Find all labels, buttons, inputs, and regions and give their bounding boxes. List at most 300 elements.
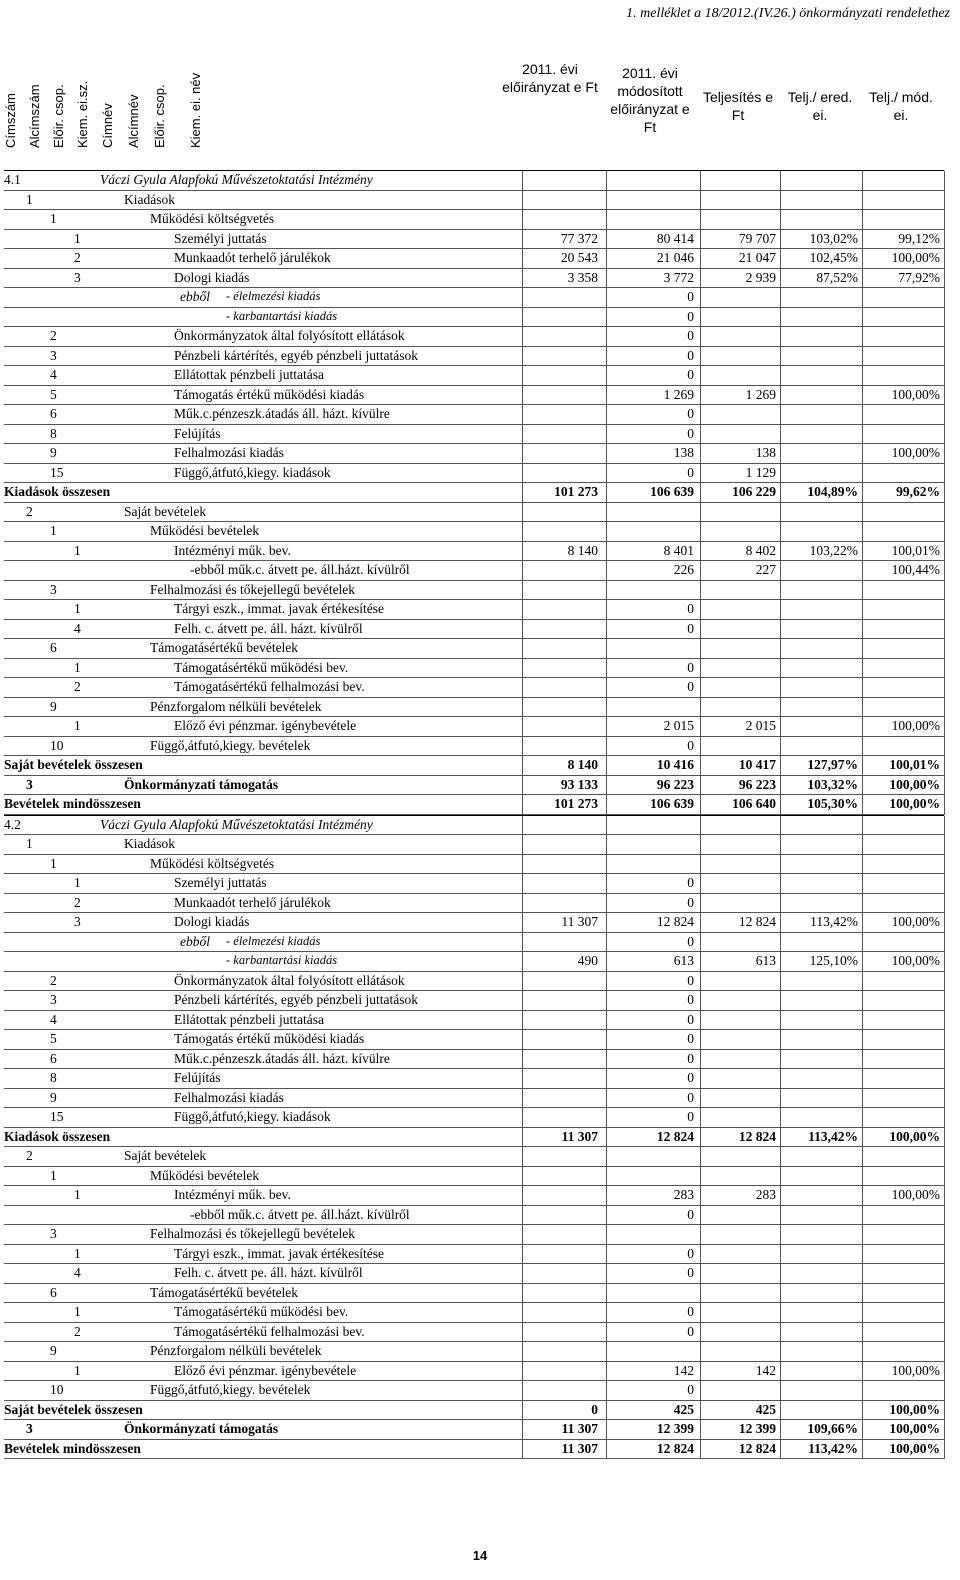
row-label: -ebből műk.c. átvett pe. áll.házt. kívülről	[190, 1206, 410, 1222]
value-col-2: 613	[673, 953, 694, 968]
value-col-1: 11 307	[561, 914, 598, 929]
table-row	[4, 855, 944, 875]
row-code: 15	[50, 1109, 64, 1124]
row-code: 6	[50, 1050, 57, 1066]
row-code: 4	[50, 367, 57, 382]
row-code: 2	[74, 1323, 81, 1339]
value-col-2: 138	[673, 445, 694, 460]
row-code: 1	[74, 875, 81, 890]
table-row	[4, 542, 944, 562]
value-col-2: 0	[687, 1382, 694, 1397]
table-row	[4, 210, 944, 230]
table-row	[4, 737, 944, 757]
row-code: 1	[74, 718, 81, 733]
value-col-5: 100,00%	[889, 796, 940, 811]
row-label: Intézményi műk. bev.	[174, 542, 291, 558]
table-row	[4, 1323, 944, 1343]
table-row	[4, 522, 944, 542]
value-col-2: 0	[687, 894, 694, 910]
row-code: 2	[50, 328, 57, 343]
value-col-1: 101 273	[554, 796, 598, 811]
row-label: Támogatás értékű működési kiadás	[174, 386, 365, 402]
row-code: 1	[50, 1167, 57, 1183]
row-code: 4	[74, 620, 81, 636]
table-row	[4, 698, 944, 718]
row-label: Váczi Gyula Alapfokú Művészetoktatási Intézmény	[100, 172, 373, 187]
header-eloir-csop-2: Előir. csop.	[152, 84, 167, 148]
value-col-2: 0	[687, 875, 694, 890]
value-col-2: 0	[687, 328, 694, 343]
row-label: Függő,átfutó,kiegy. kiadások	[174, 464, 331, 480]
row-code: 15	[50, 464, 64, 480]
value-col-2: 0	[687, 1206, 694, 1222]
value-col-2: 0	[687, 347, 694, 363]
row-code: 2	[26, 1148, 33, 1163]
value-col-2: 8 401	[663, 542, 694, 558]
header-telj-mod: Telj./ mód. ei.	[869, 89, 933, 123]
value-col-2: 0	[687, 367, 694, 382]
row-label: Saját bevételek	[124, 503, 207, 519]
value-col-2: 80 414	[656, 230, 694, 246]
row-label: Pénzforgalom nélküli bevételek	[150, 698, 322, 714]
row-label: Támogatásértékű bevételek	[150, 640, 299, 655]
row-label: Működési bevételek	[150, 523, 260, 538]
value-col-1: 490	[577, 953, 598, 968]
row-code: 3	[74, 914, 81, 929]
row-label: Pénzbeli kártérítés, egyéb pénzbeli juttatások	[174, 992, 419, 1007]
row-code: 1	[26, 191, 33, 207]
value-col-1: 0	[591, 1401, 598, 1417]
row-label: Ellátottak pénzbeli juttatása	[174, 367, 324, 382]
row-code: 4.1	[4, 172, 21, 187]
row-label: Pénzforgalom nélküli bevételek	[150, 1343, 322, 1358]
value-col-3: 10 417	[738, 757, 776, 772]
table-row	[4, 1089, 944, 1109]
value-col-2: 21 046	[656, 250, 694, 265]
value-col-2: 0	[687, 425, 694, 441]
row-label: Műk.c.pénzeszk.átadás áll. házt. kívülre	[174, 1050, 390, 1066]
header-kiem-ei-nev: Kiem. ei. név	[188, 72, 203, 148]
row-code: 1	[74, 601, 81, 616]
total-row	[4, 795, 944, 815]
value-col-3: 2 015	[745, 718, 776, 733]
row-label: Felhalmozási kiadás	[174, 445, 284, 460]
value-col-2: 106 639	[650, 796, 694, 811]
table-row	[4, 913, 944, 933]
table-row	[4, 1108, 944, 1128]
value-col-2: 12 824	[656, 1440, 694, 1456]
total-row	[4, 756, 944, 776]
table-row	[4, 835, 944, 855]
row-label: Előző évi pénzmar. igénybevétele	[174, 718, 357, 733]
value-col-2: 0	[687, 601, 694, 616]
table-row	[4, 952, 944, 972]
value-col-3: 8 402	[745, 542, 776, 558]
row-label: Támogatásértékű működési bev.	[174, 659, 349, 675]
value-col-3: 1 269	[745, 386, 776, 402]
value-col-3: 142	[755, 1362, 776, 1378]
value-col-3: 283	[755, 1187, 776, 1202]
value-col-5: 100,00%	[891, 1362, 940, 1378]
table-row	[4, 191, 944, 211]
header-alcimszam: Alcímszám	[27, 84, 42, 148]
row-label: Felújítás	[174, 425, 221, 441]
row-label: Előző évi pénzmar. igénybevétele	[174, 1362, 357, 1378]
page-title: 1. melléklet a 18/2012.(IV.26.) önkormányzati rendelethez	[626, 6, 950, 21]
table-row	[4, 659, 944, 679]
row-label: Személyi juttatás	[174, 230, 267, 246]
row-label: Intézményi műk. bev.	[174, 1187, 291, 1202]
value-col-1: 93 133	[560, 776, 598, 792]
table-row	[4, 249, 944, 269]
value-col-2: 10 416	[656, 757, 694, 772]
row-label: Felhalmozási és tőkejellegű bevételek	[150, 1226, 356, 1241]
header-modositott-eloiranyzat: 2011. évi módosított előirányzat e Ft	[610, 65, 690, 135]
value-col-2: 0	[687, 464, 694, 480]
table-row	[4, 678, 944, 698]
row-label: - karbantartási kiadás	[226, 308, 338, 323]
value-col-5: 99,62%	[896, 484, 940, 499]
value-col-1: 77 372	[560, 230, 598, 246]
table-row	[4, 581, 944, 601]
row-code: 2	[26, 503, 33, 519]
table-row	[4, 1186, 944, 1206]
value-col-4: 113,42%	[810, 914, 858, 929]
row-code: 1	[74, 1187, 81, 1202]
row-code: 3	[50, 347, 57, 363]
table-row	[4, 503, 944, 523]
row-label: Saját bevételek összesen	[4, 1401, 143, 1417]
total-row	[4, 776, 944, 796]
row-label: Felhalmozási kiadás	[174, 1089, 284, 1105]
page-number: 14	[472, 1548, 488, 1563]
row-label: Kiadások	[124, 191, 175, 207]
table-row	[4, 1284, 944, 1304]
total-row	[4, 1128, 944, 1148]
value-col-2: 12 824	[656, 1128, 694, 1144]
value-col-1: 101 273	[554, 484, 598, 499]
row-code: 3	[74, 269, 81, 285]
row-label: Támogatásértékű működési bev.	[174, 1304, 349, 1319]
row-code: 2	[74, 679, 81, 694]
value-col-1: 11 307	[561, 1128, 598, 1144]
value-col-2: 0	[687, 620, 694, 636]
row-label: Személyi juttatás	[174, 875, 267, 890]
value-col-5: 100,44%	[891, 562, 940, 577]
table-row	[4, 717, 944, 737]
row-code: 6	[50, 640, 57, 655]
row-code: 2	[74, 250, 81, 265]
table-row	[4, 1167, 944, 1187]
value-col-2: 0	[687, 1323, 694, 1339]
row-code: 4.2	[4, 816, 21, 832]
budget-table	[4, 170, 944, 1459]
row-code: 9	[50, 1089, 57, 1105]
table-row	[4, 1011, 944, 1031]
row-label: Működési költségvetés	[150, 855, 275, 871]
value-col-3: 21 047	[738, 250, 776, 265]
value-col-2: 0	[687, 406, 694, 421]
value-col-4: 103,02%	[809, 230, 858, 246]
row-code: 3	[50, 581, 57, 597]
table-row	[4, 1362, 944, 1382]
value-col-5: 100,00%	[891, 445, 940, 460]
row-code: 10	[50, 1382, 64, 1397]
row-code: 6	[50, 406, 57, 421]
row-label: Önkormányzatok által folyósított ellátások	[174, 972, 405, 988]
value-col-5: 100,00%	[889, 1401, 940, 1417]
row-code: 2	[74, 894, 81, 910]
value-col-2: 0	[687, 308, 694, 324]
table-row	[4, 1245, 944, 1265]
row-label: - élelmezési kiadás	[226, 289, 321, 303]
value-col-2: 425	[673, 1401, 694, 1417]
value-col-1: 8 140	[567, 757, 598, 772]
table-row	[4, 444, 944, 464]
value-col-2: 0	[687, 289, 694, 304]
row-label: Dologi kiadás	[174, 269, 250, 285]
value-col-3: 12 824	[738, 1440, 776, 1456]
value-col-2: 0	[687, 992, 694, 1007]
row-label: Műk.c.pénzeszk.átadás áll. házt. kívülre	[174, 406, 390, 421]
table-row	[4, 1381, 944, 1401]
row-code: 1	[74, 1362, 81, 1378]
value-col-3: 79 707	[738, 230, 776, 246]
row-label: - élelmezési kiadás	[226, 933, 321, 948]
row-label: Támogatás értékű működési kiadás	[174, 1031, 365, 1046]
row-label: Támogatásértékű felhalmozási bev.	[174, 679, 365, 694]
row-label: Önkormányzati támogatás	[124, 776, 279, 792]
row-label: Függő,átfutó,kiegy. bevételek	[150, 1382, 311, 1397]
value-col-3: 106 229	[732, 484, 776, 499]
value-col-2: 12 824	[656, 914, 694, 929]
value-col-2: 1 269	[663, 386, 694, 402]
table-row	[4, 405, 944, 425]
value-col-1: 11 307	[561, 1421, 598, 1436]
row-code: 10	[50, 737, 64, 753]
total-row	[4, 1401, 944, 1421]
value-col-3: 227	[755, 562, 776, 577]
value-col-1: 20 543	[560, 250, 598, 265]
table-row	[4, 1050, 944, 1070]
value-col-5: 100,00%	[891, 386, 940, 402]
row-label: -ebből műk.c. átvett pe. áll.házt. kívülről	[190, 562, 410, 577]
row-label: Önkormányzati támogatás	[124, 1421, 279, 1436]
row-label: Dologi kiadás	[174, 914, 250, 929]
header-kiem-ei-sz: Kiem. ei.sz.	[75, 80, 90, 148]
row-label: Támogatásértékű bevételek	[150, 1284, 299, 1300]
header-cimszam: Címszám	[3, 93, 18, 148]
row-code: 1	[74, 542, 81, 558]
value-col-4: 102,45%	[809, 250, 858, 265]
header-eloir-csop: Előir. csop.	[51, 84, 66, 148]
value-col-2: 0	[687, 1265, 694, 1280]
value-col-2: 0	[687, 972, 694, 988]
table-row	[4, 894, 944, 914]
value-col-2: 0	[687, 679, 694, 694]
row-code: 3	[26, 776, 33, 792]
value-col-3: 613	[755, 953, 776, 968]
value-col-4: 103,32%	[807, 776, 858, 792]
value-col-3: 2 939	[745, 269, 776, 285]
row-label: Munkaadót terhelő járulékok	[174, 894, 331, 910]
table-row	[4, 639, 944, 659]
header-teljesites: Teljesítés e Ft	[702, 89, 774, 123]
row-code: 5	[50, 386, 57, 402]
value-col-3: 425	[755, 1401, 776, 1417]
table-row	[4, 1264, 944, 1284]
row-code: 3	[26, 1421, 33, 1436]
row-code: 2	[50, 972, 57, 988]
value-col-2: 0	[687, 1089, 694, 1105]
value-col-1: 11 307	[561, 1440, 598, 1456]
value-col-2: 0	[687, 1304, 694, 1319]
value-col-2: 0	[687, 1070, 694, 1085]
row-label: Bevételek mindösszesen	[4, 1440, 141, 1456]
header-eredeti-eloiranyzat: 2011. évi előirányzat e Ft	[502, 61, 598, 95]
value-col-3: 138	[755, 445, 776, 460]
value-col-2: 12 399	[656, 1421, 694, 1436]
row-label: Tárgyi eszk., immat. javak értékesítése	[174, 1245, 385, 1261]
value-col-5: 100,00%	[889, 1421, 940, 1436]
table-row	[4, 1206, 944, 1226]
value-col-5: 100,00%	[891, 250, 940, 265]
value-col-4: 105,30%	[807, 796, 858, 811]
row-label: Önkormányzatok által folyósított ellátások	[174, 328, 405, 343]
total-row	[4, 1440, 944, 1460]
row-label: Saját bevételek összesen	[4, 757, 143, 772]
value-col-4: 103,22%	[809, 542, 858, 558]
total-row	[4, 483, 944, 503]
row-label: Tárgyi eszk., immat. javak értékesítése	[174, 601, 385, 616]
row-label: Működési bevételek	[150, 1167, 260, 1183]
row-code: 1	[74, 1245, 81, 1261]
value-col-4: 104,89%	[807, 484, 858, 499]
table-row	[4, 269, 944, 289]
table-row	[4, 288, 944, 308]
table-row	[4, 972, 944, 992]
value-col-5: 100,00%	[891, 718, 940, 733]
header-cimnev: Címnév	[100, 103, 115, 148]
value-col-5: 100,01%	[891, 542, 940, 558]
table-row	[4, 464, 944, 484]
row-code: 9	[50, 698, 57, 714]
table-row	[4, 874, 944, 894]
value-col-3: 96 223	[738, 776, 776, 792]
value-col-1: 8 140	[567, 542, 598, 558]
value-col-4: 87,52%	[816, 269, 858, 285]
row-code: 8	[50, 425, 57, 441]
row-label: Pénzbeli kártérítés, egyéb pénzbeli juttatások	[174, 347, 419, 363]
value-col-2: 283	[673, 1187, 694, 1202]
value-col-4: 113,42%	[808, 1440, 858, 1456]
table-row	[4, 1147, 944, 1167]
row-code: 4	[74, 1265, 81, 1280]
row-label: Támogatásértékű felhalmozási bev.	[174, 1323, 365, 1339]
value-col-5: 100,00%	[891, 1187, 940, 1202]
table-row	[4, 170, 944, 191]
table-row	[4, 991, 944, 1011]
value-col-2: 0	[687, 1011, 694, 1027]
row-label: Függő,átfutó,kiegy. kiadások	[174, 1109, 331, 1124]
table-row	[4, 425, 944, 445]
value-col-3: 1 129	[745, 464, 776, 480]
value-col-5: 100,00%	[889, 1440, 940, 1456]
value-col-5: 77,92%	[898, 269, 940, 285]
table-row	[4, 561, 944, 581]
row-label: Kiadások	[124, 836, 175, 851]
row-code: 4	[50, 1011, 57, 1027]
row-label: Felhalmozási és tőkejellegű bevételek	[150, 581, 356, 597]
value-col-5: 99,12%	[898, 230, 940, 246]
row-code: ebből	[180, 933, 210, 949]
value-col-2: 0	[687, 737, 694, 753]
row-code: 8	[50, 1070, 57, 1085]
row-code: 9	[50, 1343, 57, 1358]
row-code: 1	[74, 659, 81, 675]
table-row	[4, 1342, 944, 1362]
value-col-2: 96 223	[656, 776, 694, 792]
value-col-2: 142	[673, 1362, 694, 1378]
value-col-5: 100,00%	[889, 776, 940, 792]
row-code: 3	[50, 1226, 57, 1241]
row-code: 1	[50, 855, 57, 871]
value-col-2: 0	[687, 1245, 694, 1261]
value-col-2: 0	[687, 1109, 694, 1124]
value-col-2: 2 015	[663, 718, 694, 733]
row-code: 9	[50, 445, 57, 460]
value-col-2: 226	[673, 562, 694, 577]
value-col-2: 0	[687, 933, 694, 949]
row-code: 5	[50, 1031, 57, 1046]
value-col-5: 100,01%	[889, 757, 940, 772]
value-col-3: 106 640	[732, 796, 776, 811]
row-label: Bevételek mindösszesen	[4, 796, 141, 811]
table-row	[4, 230, 944, 250]
header-alcimnev: Alcímnév	[126, 94, 141, 148]
table-row	[4, 815, 944, 836]
table-row	[4, 1225, 944, 1245]
row-code: 6	[50, 1284, 57, 1300]
value-col-4: 113,42%	[808, 1128, 858, 1144]
value-col-5: 100,00%	[889, 1128, 940, 1144]
row-code: 1	[50, 211, 57, 226]
table-row	[4, 1303, 944, 1323]
value-col-2: 0	[687, 1050, 694, 1066]
table-row	[4, 1069, 944, 1089]
total-row	[4, 1420, 944, 1440]
value-col-2: 0	[687, 659, 694, 675]
table-row	[4, 347, 944, 367]
value-col-2: 106 639	[650, 484, 694, 499]
row-code: 1	[26, 836, 33, 851]
table-row	[4, 308, 944, 328]
value-col-3: 12 824	[738, 914, 776, 929]
row-label: Felh. c. átvett pe. áll. házt. kívülről	[174, 1265, 363, 1280]
row-label: Kiadások összesen	[4, 484, 111, 499]
table-row	[4, 386, 944, 406]
row-label: Kiadások összesen	[4, 1128, 111, 1144]
table-row	[4, 327, 944, 347]
value-col-5: 100,00%	[891, 953, 940, 968]
header-telj-ered: Telj./ ered. ei.	[787, 89, 853, 123]
row-label: Felújítás	[174, 1070, 221, 1085]
table-row	[4, 933, 944, 953]
value-col-5: 100,00%	[891, 914, 940, 929]
value-col-4: 127,97%	[807, 757, 858, 772]
value-col-3: 12 824	[738, 1128, 776, 1144]
value-col-2: 0	[687, 1031, 694, 1046]
